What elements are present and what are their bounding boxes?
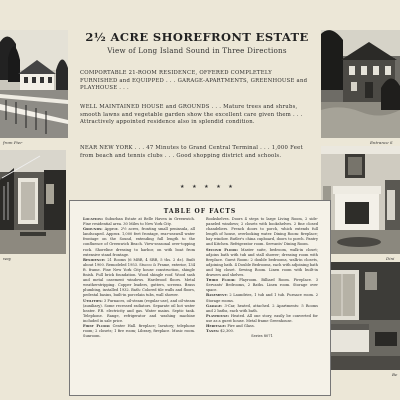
heading-block bbox=[72, 30, 322, 55]
photo-pier-house bbox=[0, 30, 68, 138]
intro-paragraph-1: COMPORTABLE 21-ROOM RESIDENCE, OFFERED COMPLETELY FURNISHED and EQUIPPED . . . GARAGE-APARTMENTS, GREENHOUSE and PLAYHOUSE . . . bbox=[80, 70, 308, 92]
fact-entry bbox=[83, 324, 195, 339]
page-subtitle: View of Long Island Sound in Three Directions bbox=[107, 46, 287, 55]
fact-entry bbox=[206, 248, 318, 279]
fact-text: Heated. All one story, easily be converted for use as a guest house. Metal frame Greenhouse. bbox=[206, 313, 318, 323]
fact-label: Heritage: bbox=[206, 323, 227, 328]
facts-column-left bbox=[83, 217, 195, 339]
caption-bedroom: Be bbox=[392, 372, 398, 377]
fact-label: Second Floor: bbox=[206, 247, 238, 252]
fact-entry bbox=[83, 227, 195, 258]
fact-entry bbox=[83, 258, 195, 299]
star-divider: ★ ★ ★ ★ ★ bbox=[180, 184, 236, 190]
fact-entry bbox=[206, 304, 318, 314]
photo-bedroom bbox=[321, 262, 400, 370]
fact-text: $2,300. bbox=[220, 329, 234, 334]
fact-entry bbox=[206, 217, 318, 248]
fact-text: Center Hall. fireplace; lavatory; telephone room; 2 closets; 1 fire room; Library, fireplace. Music room. Sunroom. bbox=[83, 323, 195, 339]
fact-label: Residence: bbox=[83, 257, 106, 262]
facts-column-right bbox=[206, 217, 318, 339]
fact-entry bbox=[206, 278, 318, 293]
photo-dining bbox=[321, 146, 400, 254]
photo-entrance bbox=[321, 30, 400, 138]
fact-entry bbox=[83, 299, 195, 324]
fact-label: Location: bbox=[83, 217, 104, 221]
fact-entry bbox=[206, 293, 318, 303]
caption-from-pier: from Pier bbox=[3, 140, 23, 145]
caption-entrance: Entrance S bbox=[370, 140, 393, 145]
fact-text: 2 Laundries, 1 tub and 1 tub. Furnace room. 2 Storage rooms. bbox=[206, 293, 318, 303]
fact-label: Third Floor: bbox=[206, 278, 236, 283]
facts-heading: TABLE OF FACTS bbox=[163, 208, 237, 215]
fact-label: Garage: bbox=[206, 303, 223, 308]
fact-text: Playroom. Billiard Room. Fireplace. 3 Servants' Bedrooms, 2 Baths. Linen room. Storage over space. bbox=[206, 278, 318, 293]
fact-label: Playhouse: bbox=[206, 313, 229, 318]
fact-text: Suburban Estate at Belle Haven in Greenwich. Fine residential area. 30 Miles to New York City. bbox=[83, 217, 195, 227]
intro-paragraph-2: WELL MAINTAINED HOUSE and GROUNDS . . . Mature trees and shrubs, smooth lawns and vegetable garden show the excellent care given them . . . Attractively appointed residence also in splendid condition. bbox=[80, 104, 303, 126]
caption-dining: Dini bbox=[386, 256, 395, 261]
fact-label: First Floor: bbox=[83, 323, 111, 328]
fact-label: Utilities: bbox=[83, 298, 103, 303]
series-number: Series 8071 bbox=[251, 334, 273, 339]
fact-text: 21 Rooms (6 MBR, 4 SBR, 5 ths. 2 dr.). Built about 1900. Remodeled 1953. Stucco & Frame, exterior, 134 ft. frame. Fine New York City house construction, shingle finish. Full brick foundation. Wood shingle roof. Wood sash and metal casement windows. Hardwood floors. Metal weatherstripping. Copper leaders, gutters, screens. Brass plumbing, installed 1932. Bath: Colored tile walls and floors, pedestal basins, built-in porcelain tubs, wall shower. bbox=[83, 257, 195, 298]
fact-text: 3-Car, heated, attached. 2 Apartments: 5 Rooms and 2 baths, each with bath. bbox=[206, 303, 318, 313]
fact-text: Bookshelves. Doors 4 steps to large Living Room, 2 side-paneled windows; 2 closets with bookshelves. 2 fine closed chandeliers. French doors to porch, which extends full length of house, overlooking water. Dining Room: fireplace; bay window. Butler's china cupboard, doors to porch. Pantry and Kitchen. Refrigerator room. Servants' Dining Room. bbox=[206, 217, 318, 247]
fact-entry bbox=[206, 314, 318, 324]
fact-label: Basement: bbox=[206, 293, 228, 298]
fact-text: Approx. 2½ acres, fronting small peninsula, all landscaped. Approx. 1,000 feet frontage, rear-seawall water frontage on the Sound, extending full length to the confluence of Greenwich Beach. View-seasonal over-topping rock. Shoreline dressing to harbor, on with boat from extensive stand frontage. bbox=[83, 227, 195, 257]
fact-text: 3 Furnaces, oil-steam (regular use), and oil-steam (auxiliary). Some recessed radiators. Separate oil hot water heater. P.R. electricity and gas. Water mains. Septic tank. Telephone. Range, refrigerator and washing machine included in sale price. bbox=[83, 298, 195, 323]
intro-paragraph-3: NEAR NEW YORK . . . 47 Minutes to Grand Central Terminal . . . 1,000 Feet from beach and tennis clubs . . . Good shopping district and schools. bbox=[80, 145, 303, 159]
caption-stairway: way bbox=[3, 256, 12, 261]
fact-text: Master suite, bedroom, walk-in closet; adjoins bath with tub and stall shower; dressing room with fireplace. Guest Room: 2 double bedrooms, walk-in closets, adjoining bath. 4 Double Bedrooms, each with adjoining bath and big closet. Sewing Room. Linen room with built-in drawers and shelves. bbox=[206, 247, 318, 278]
fact-entry bbox=[83, 217, 195, 227]
photo-stairway bbox=[0, 150, 66, 254]
table-of-facts bbox=[69, 200, 331, 396]
fact-label: Taxes: bbox=[206, 329, 220, 334]
fact-label: Grounds: bbox=[83, 227, 103, 232]
fact-text: Fire and Glass. bbox=[227, 323, 255, 328]
page-title: 2½ ACRE SHOREFRONT ESTATE bbox=[85, 30, 309, 44]
